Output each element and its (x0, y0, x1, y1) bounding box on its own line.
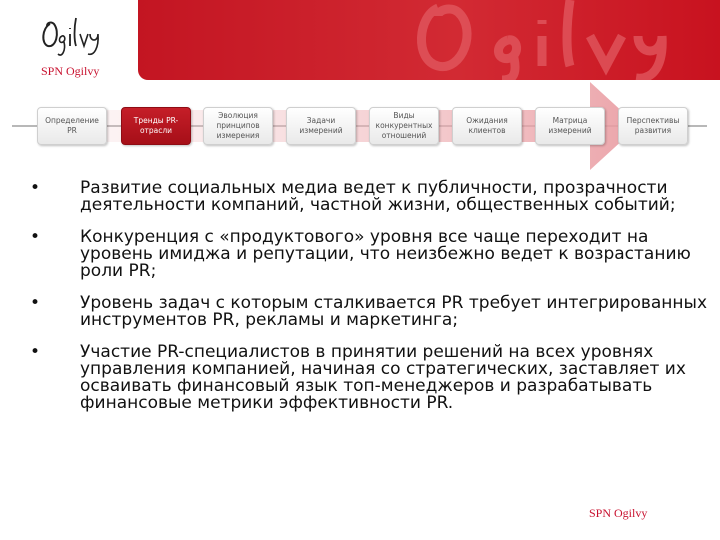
stage-label: Тренды PR-отрасли (133, 116, 179, 135)
list-item (30, 229, 710, 280)
bullet-text: Конкуренция с «продуктового» уровня все чаще переходит на уровень имиджа и репутации, что неизбежно ведет к возрастанию роли PR; (80, 227, 691, 281)
stage-competition-types[interactable] (369, 107, 439, 145)
brand-name-bottom: SPN Ogilvy (589, 506, 648, 520)
stage-label: Матрица измерений (548, 116, 592, 135)
stage-label: Определение PR (45, 116, 99, 135)
ogilvy-logo (38, 14, 108, 62)
stage-development-prospects[interactable] (618, 107, 688, 145)
stage-measurement-tasks[interactable] (286, 107, 356, 145)
list-item (30, 295, 710, 329)
bullet-marker: • (30, 178, 41, 198)
header-banner (138, 0, 720, 80)
stage-client-expectations[interactable] (452, 107, 522, 145)
stage-label: Ожидания клиентов (466, 116, 508, 135)
bullet-text: Развитие социальных медиа ведет к публичности, прозрачности деятельности компаний, частной жизни, общественных событий; (80, 178, 676, 215)
stage-label: Эволюция принципов измерения (216, 111, 260, 140)
stage-label: Перспективы развития (626, 116, 680, 135)
list-item (30, 180, 710, 214)
stage-pr-trends[interactable] (121, 107, 191, 145)
bullet-marker: • (30, 227, 41, 247)
stage-measurement-matrix[interactable] (535, 107, 605, 145)
stage-measurement-evolution[interactable] (203, 107, 273, 145)
bullet-marker: • (30, 293, 41, 313)
stage-label: Задачи измерений (299, 116, 343, 135)
list-item (30, 344, 710, 412)
bullet-list (30, 180, 710, 427)
bullet-marker: • (30, 342, 41, 362)
bullet-text: Участие PR-специалистов в принятии решений на всех уровнях управления компанией, начиная со стратегических, заставляет их осваивать финансовый язык топ-менеджеров и разрабатывать финансовые метрики эффективности PR. (80, 342, 686, 413)
brand-name-top: SPN Ogilvy (41, 64, 100, 78)
stage-definition-pr[interactable] (37, 107, 107, 145)
bullet-text: Уровень задач с которым сталкивается PR требует интегрированных инструментов PR, рекламы и маркетинга; (80, 293, 707, 330)
ogilvy-watermark (138, 0, 720, 80)
stage-label: Виды конкурентных отношений (375, 111, 433, 140)
